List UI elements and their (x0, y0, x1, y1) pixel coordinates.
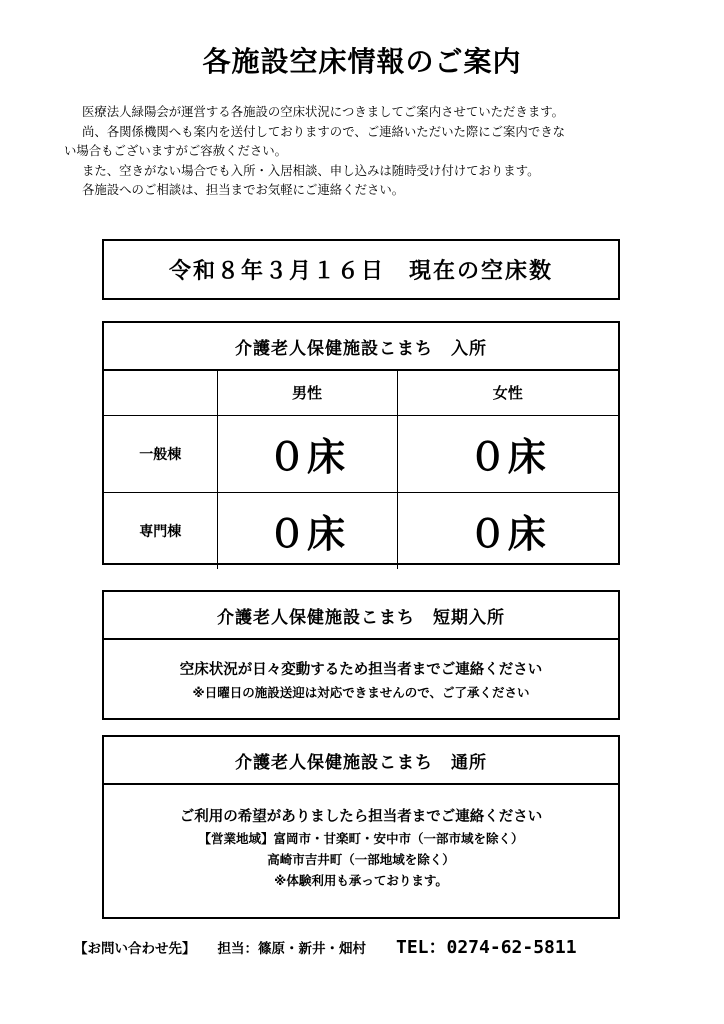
contact-footer (74, 933, 654, 959)
contact-tel: TEL：0274-62-5811 (396, 937, 577, 958)
table-row (104, 415, 618, 492)
tsusho-line-1: ご利用の希望がありましたら担当者までご連絡ください (179, 809, 543, 825)
table-header-row (104, 371, 618, 415)
col-header-female: 女性 (397, 371, 618, 415)
tsusho-section (102, 735, 620, 919)
intro-paragraph-3: また、空きがない場合でも入所・入居相談、申し込みは随時受け付けております。 (82, 162, 540, 178)
tanki-message (104, 640, 618, 701)
count-senmon-male: ０床 (217, 492, 397, 569)
intro-paragraph-2a: 尚、各関係機関へも案内を送付しておりますので、ご連絡いただいた際にご案内できな (82, 123, 565, 139)
date-heading-box (102, 239, 620, 300)
count-ippan-female: ０床 (397, 415, 618, 492)
intro-paragraph-2b: い場合もございますがご容赦ください。 (64, 143, 288, 158)
col-header-male: 男性 (217, 371, 397, 415)
row-label-ippan: 一般棟 (104, 415, 217, 492)
tanki-title: 介護老人保健施設こまち 短期入所 (104, 592, 618, 640)
tsusho-line-2: 【営業地域】富岡市・甘楽町・安中市（一部市域を除く） (198, 831, 524, 846)
tanki-line-2: ※日曜日の施設送迎は対応できませんので、ご了承ください (192, 685, 530, 700)
intro-paragraph-1: 医療法人緑陽会が運営する各施設の空床状況につきましてご案内させていただきます。 (82, 104, 564, 119)
table-corner-cell (104, 371, 217, 415)
intro-text (66, 102, 666, 200)
tanki-section (102, 590, 620, 720)
contact-staff: 担当：篠原・新井・畑村 (217, 941, 366, 957)
contact-label: 【お問い合わせ先】 (74, 941, 196, 957)
tsusho-title: 介護老人保健施設こまち 通所 (104, 737, 618, 785)
page-title: 各施設空床情報のご案内 (202, 45, 522, 78)
tsusho-line-3: 高崎市吉井町（一部地域を除く） (267, 852, 455, 867)
nyusho-title: 介護老人保健施設こまち 入所 (104, 323, 618, 371)
count-ippan-male: ０床 (217, 415, 397, 492)
row-label-senmon: 専門棟 (104, 492, 217, 569)
bed-count-table (104, 371, 618, 569)
table-row (104, 492, 618, 569)
tanki-line-1: 空床状況が日々変動するため担当者までご連絡ください (179, 662, 543, 678)
tsusho-line-4: ※体験利用も承っております。 (274, 873, 448, 888)
date-heading: 令和８年３月１６日 現在の空床数 (168, 259, 553, 284)
nyusho-section (102, 321, 620, 565)
count-senmon-female: ０床 (397, 492, 618, 569)
tsusho-message (104, 785, 618, 891)
intro-paragraph-4: 各施設へのご相談は、担当までお気軽にご連絡ください。 (82, 182, 405, 197)
